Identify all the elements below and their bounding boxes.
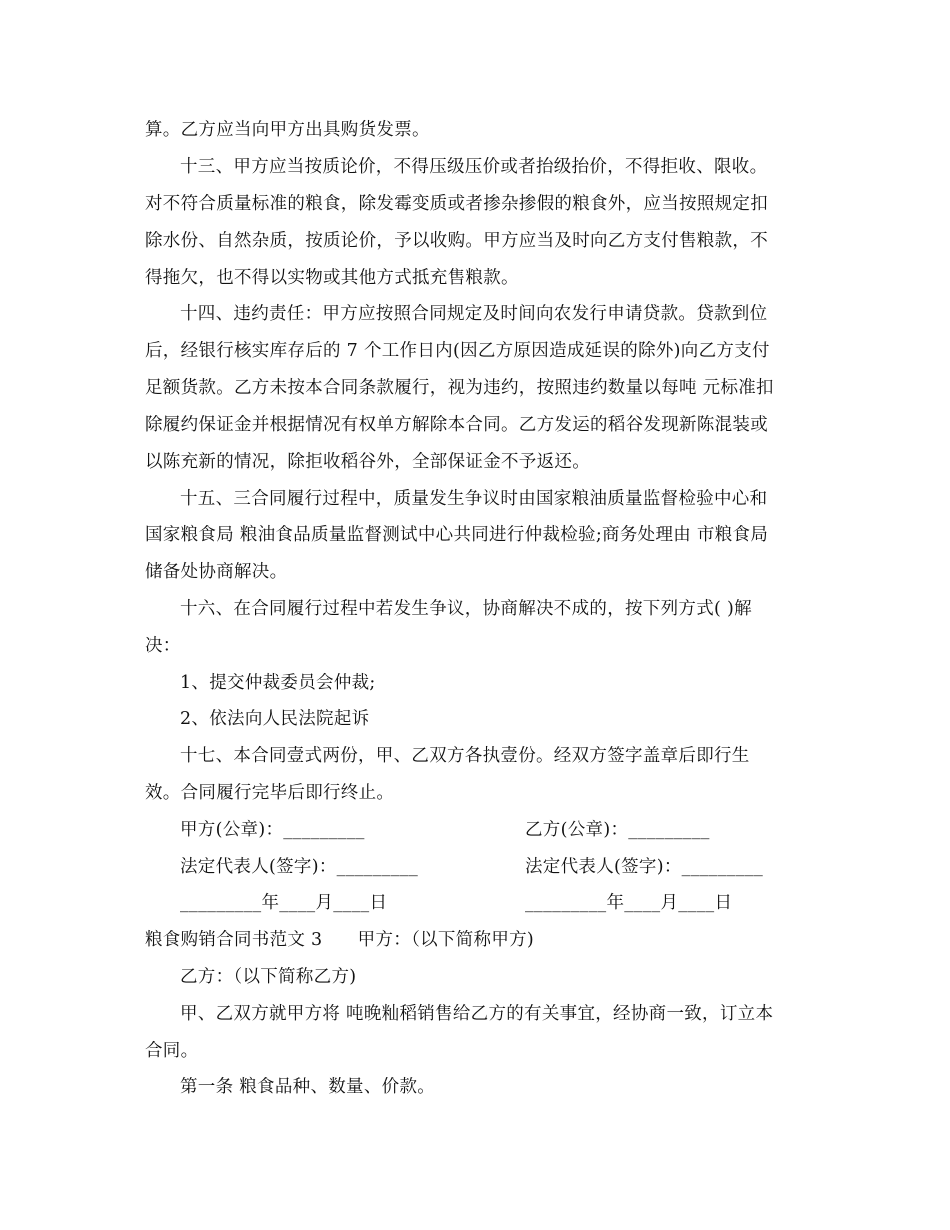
text-line: 合同。	[145, 1041, 199, 1061]
text-line: 足额货款。乙方未按本合同条款履行，视为违约，按照违约数量以每吨 元标准扣	[145, 378, 774, 398]
clause-15-line: 十五、三合同履行过程中，质量发生争议时由国家粮油质量监督检验中心和	[180, 489, 768, 509]
text-line: 国家粮食局 粮油食品质量监督测试中心共同进行仲裁检验;商务处理由 市粮食局	[145, 525, 769, 545]
text-line: 决：	[145, 636, 181, 656]
text-line: 除水份、自然杂质，按质论价，予以收购。甲方应当及时向乙方支付售粮款，不	[145, 231, 768, 251]
text-line: 对不符合质量标准的粮食，除发霉变质或者掺杂掺假的粮食外，应当按照规定扣	[145, 194, 768, 214]
clause-14-line: 十四、违约责任：甲方应按照合同规定及时间向农发行申请贷款。贷款到位	[180, 304, 768, 324]
article-1-line: 第一条 粮食品种、数量、价款。	[180, 1077, 436, 1097]
text-line: 后，经银行核实库存后的 7 个工作日内(因乙方原因造成延误的除外)向乙方支付	[145, 341, 770, 361]
party-a-seal: 甲方(公章)：_________	[180, 820, 365, 840]
party-b-date: _________年____月____日	[525, 893, 733, 913]
text-line: 效。合同履行完毕后即行终止。	[145, 783, 395, 803]
text-line: 得拖欠，也不得以实物或其他方式抵充售粮款。	[145, 268, 519, 288]
text-line: 储备处协商解决。	[145, 562, 288, 582]
text-line: 以陈充新的情况，除拒收稻谷外，全部保证金不予返还。	[145, 452, 590, 472]
text-line: 除履约保证金并根据情况有权单方解除本合同。乙方发运的稻谷发现新陈混装或	[145, 415, 768, 435]
clause-13-line: 十三、甲方应当按质论价，不得压级压价或者抬级抬价，不得拒收、限收。	[180, 157, 768, 177]
text-line: 算。乙方应当向甲方出具购货发票。	[145, 120, 430, 140]
section-title-line: 粮食购销合同书范文 3 甲方：（以下简称甲方)	[145, 930, 535, 950]
party-b-line: 乙方：（以下简称乙方)	[180, 967, 357, 987]
option-2: 2、依法向人民法院起诉	[180, 709, 370, 729]
party-b-seal: 乙方(公章)：_________	[525, 820, 710, 840]
option-1: 1、提交仲裁委员会仲裁;	[180, 673, 376, 693]
party-a-date: _________年____月____日	[180, 893, 388, 913]
clause-17-line: 十七、本合同壹式两份，甲、乙双方各执壹份。经双方签字盖章后即行生	[180, 746, 750, 766]
agreement-line: 甲、乙双方就甲方将 吨晚籼稻销售给乙方的有关事宜，经协商一致，订立本	[180, 1004, 774, 1024]
clause-16-line: 十六、在合同履行过程中若发生争议，协商解决不成的，按下列方式( )解	[180, 599, 752, 619]
party-b-representative: 法定代表人(签字)：_________	[525, 857, 764, 877]
party-a-representative: 法定代表人(签字)：_________	[180, 857, 419, 877]
